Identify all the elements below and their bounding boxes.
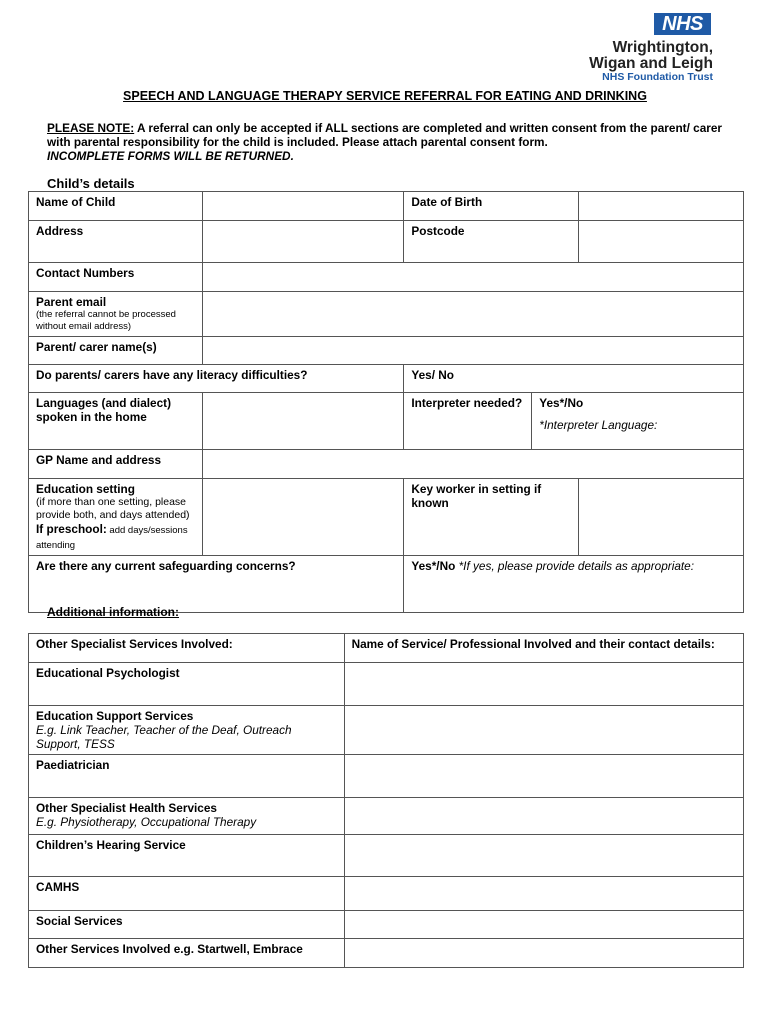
childs-details-table (28, 191, 744, 613)
row-social-services: Social Services (29, 911, 345, 939)
address-label: Address (29, 221, 203, 263)
education-note: (if more than one setting, please provide both, and days attended) (36, 496, 190, 521)
childs-details-heading: Child’s details (47, 176, 135, 191)
name-of-child-field[interactable] (202, 192, 404, 221)
interpreter-yes-no[interactable]: Yes*/No (539, 396, 584, 410)
name-of-child-label: Name of Child (29, 192, 203, 221)
field-camhs[interactable] (344, 877, 743, 911)
education-title: Education setting (36, 482, 135, 496)
field-paediatrician[interactable] (344, 755, 743, 798)
postcode-label: Postcode (404, 221, 579, 263)
field-educational-psychologist[interactable] (344, 663, 743, 706)
parent-email-label (29, 292, 203, 337)
dob-label: Date of Birth (404, 192, 579, 221)
parent-email-note: (the referral cannot be processed without email address) (36, 309, 176, 332)
other-health-label: Other Specialist Health Services (36, 801, 217, 815)
field-hearing-service[interactable] (344, 835, 743, 877)
interpreter-label: Interpreter needed? (404, 393, 532, 450)
interpreter-language: *Interpreter Language: (539, 418, 658, 432)
row-educational-psychologist: Educational Psychologist (29, 663, 345, 706)
field-other-health[interactable] (344, 798, 743, 835)
row-other-health (29, 798, 345, 835)
row-camhs: CAMHS (29, 877, 345, 911)
field-education-support[interactable] (344, 706, 743, 755)
form-title: SPEECH AND LANGUAGE THERAPY SERVICE REFERRAL FOR EATING AND DRINKING (123, 89, 647, 103)
row-hearing-service: Children’s Hearing Service (29, 835, 345, 877)
note-label: PLEASE NOTE: (47, 121, 135, 135)
parent-names-label: Parent/ carer name(s) (29, 337, 203, 365)
safeguarding-question: Are there any current safeguarding concerns? (29, 556, 404, 613)
note-text: A referral can only be accepted if ALL sections are completed and written consent from the parent/ carer with parental responsibility for the child is included. Please attach parental consent form. (47, 121, 723, 149)
col-header-services: Other Specialist Services Involved: (29, 634, 345, 663)
col-header-contact: Name of Service/ Professional Involved and their contact details: (344, 634, 743, 663)
contact-numbers-field[interactable] (202, 263, 743, 292)
interpreter-field[interactable] (532, 393, 744, 450)
education-label (29, 479, 203, 556)
gp-field[interactable] (202, 450, 743, 479)
education-field[interactable] (202, 479, 404, 556)
parent-email-title: Parent email (36, 295, 107, 309)
safeguarding-note: *If yes, please provide details as appropriate: (455, 559, 695, 573)
row-paediatrician: Paediatrician (29, 755, 345, 798)
contact-numbers-label: Contact Numbers (29, 263, 203, 292)
literacy-question: Do parents/ carers have any literacy difficulties? (29, 365, 404, 393)
preschool-note: add days/sessions attending (36, 525, 188, 551)
dob-field[interactable] (579, 192, 744, 221)
parent-names-field[interactable] (202, 337, 743, 365)
education-support-example: E.g. Link Teacher, Teacher of the Deaf, Outreach Support, TESS (36, 723, 292, 751)
gp-label: GP Name and address (29, 450, 203, 479)
please-note (47, 121, 737, 163)
row-education-support (29, 706, 345, 755)
languages-label: Languages (and dialect) spoken in the home (29, 393, 203, 450)
literacy-yes-no[interactable]: Yes/ No (404, 365, 744, 393)
education-support-label: Education Support Services (36, 709, 194, 723)
key-worker-label: Key worker in setting if known (404, 479, 579, 556)
field-social-services[interactable] (344, 911, 743, 939)
key-worker-field[interactable] (579, 479, 744, 556)
field-other-services[interactable] (344, 939, 743, 968)
address-field[interactable] (202, 221, 404, 263)
languages-field[interactable] (202, 393, 404, 450)
safeguarding-yes-no[interactable]: Yes*/No (411, 559, 456, 573)
postcode-field[interactable] (579, 221, 744, 263)
org-name-line2: Wigan and Leigh (589, 55, 713, 72)
additional-info-heading: Additional information: (47, 605, 179, 619)
trust-name: NHS Foundation Trust (602, 71, 713, 83)
safeguarding-field[interactable] (404, 556, 744, 613)
parent-email-field[interactable] (202, 292, 743, 337)
note-warning: INCOMPLETE FORMS WILL BE RETURNED. (47, 149, 294, 163)
preschool-title: If preschool: (36, 522, 107, 536)
other-health-example: E.g. Physiotherapy, Occupational Therapy (36, 815, 257, 829)
org-name-line1: Wrightington, (612, 39, 713, 56)
row-other-services: Other Services Involved e.g. Startwell, Embrace (29, 939, 345, 968)
additional-info-table (28, 633, 744, 968)
nhs-logo: NHS (654, 13, 711, 35)
